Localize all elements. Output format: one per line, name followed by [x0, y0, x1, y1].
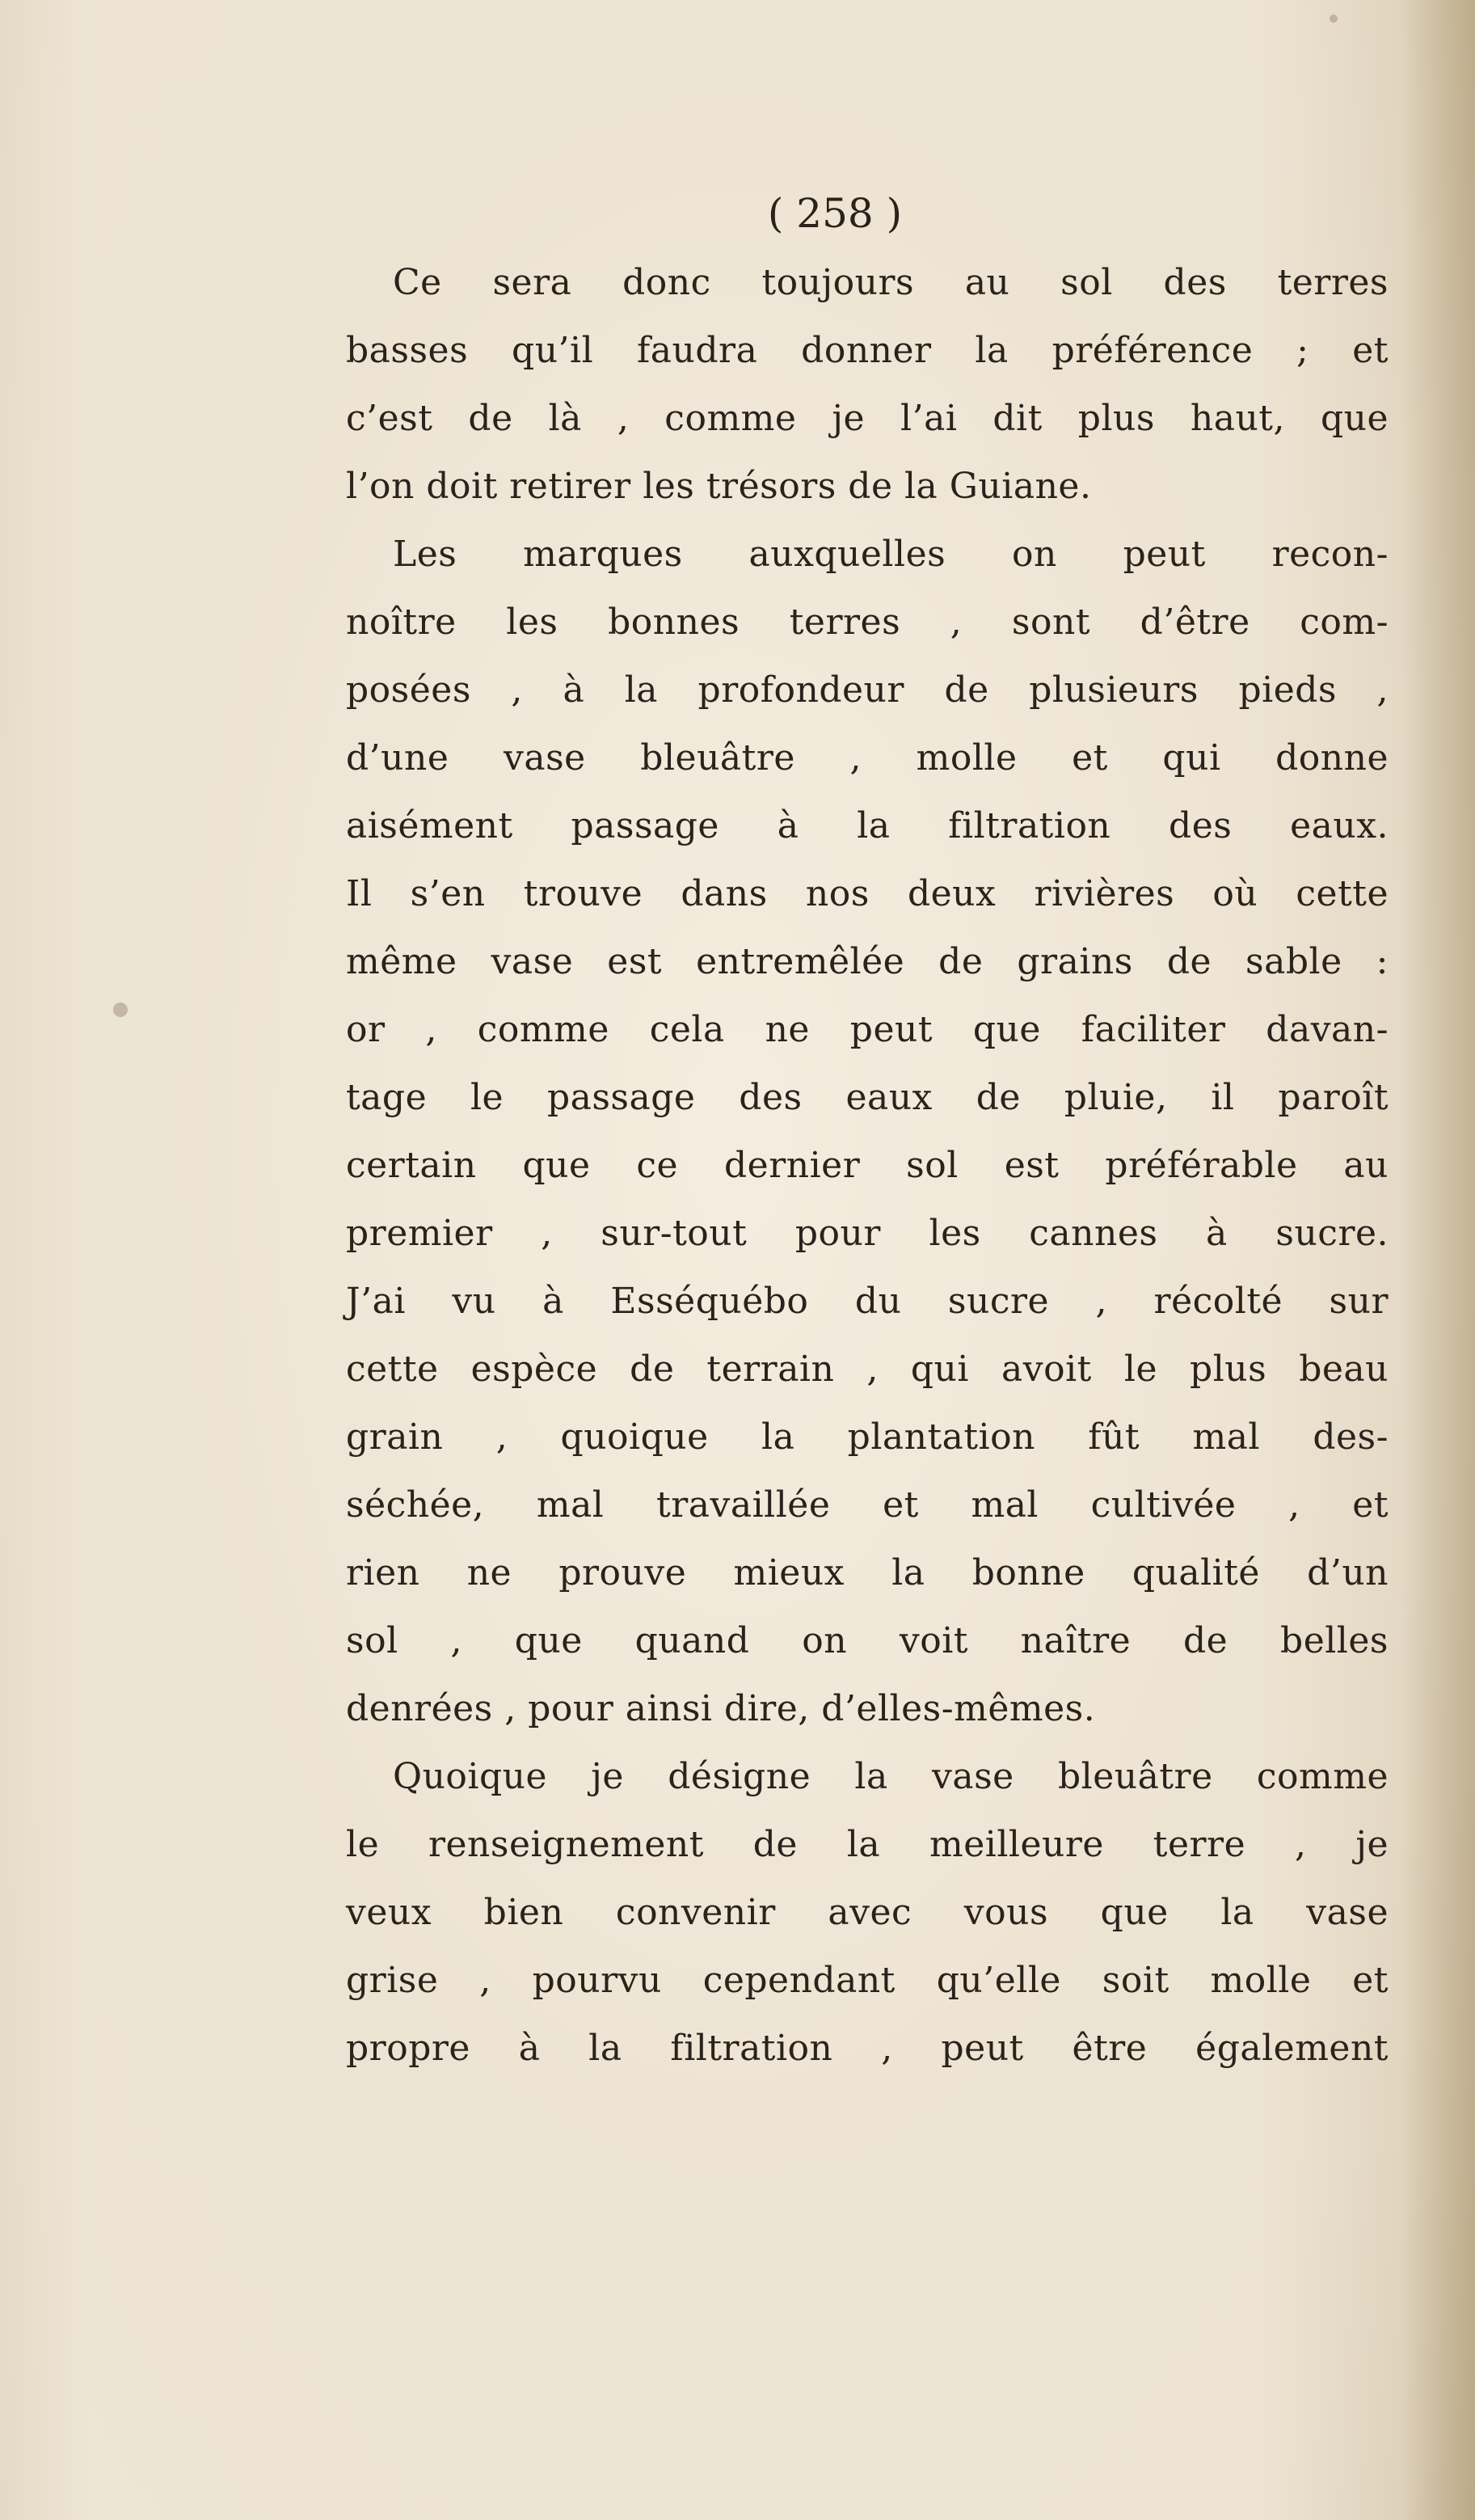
text-line: J’ai vu à Esséquébo du sucre , récolté sur [346, 1281, 1389, 1322]
page-number: ( 258 ) [767, 190, 903, 237]
text-line: or , comme cela ne peut que faciliter davan- [346, 1009, 1389, 1050]
text-line: Quoique je désigne la vase bleuâtre comme [393, 1756, 1389, 1797]
text-line: Les marques auxquelles on peut recon- [393, 534, 1389, 575]
text-line: Ce sera donc toujours au sol des terres [393, 262, 1389, 303]
text-line: c’est de là , comme je l’ai dit plus haut, que [346, 398, 1389, 439]
text-line: aisément passage à la filtration des eaux. [346, 805, 1389, 846]
text-line: basses qu’il faudra donner la préférence ; et [346, 330, 1389, 371]
paragraph [346, 249, 1389, 521]
text-line: d’une vase bleuâtre , molle et qui donne [346, 737, 1389, 779]
paper-stain [113, 1003, 128, 1017]
text-line: propre à la filtration , peut être également [346, 2028, 1389, 2069]
text-line: veux bien convenir avec vous que la vase [346, 1892, 1389, 1933]
text-line: noître les bonnes terres , sont d’être com- [346, 602, 1389, 643]
text-line: posées , à la profondeur de plusieurs pieds , [346, 669, 1389, 711]
text-line: grain , quoique la plantation fût mal des- [346, 1416, 1389, 1458]
text-line: denrées , pour ainsi dire, d’elles-mêmes. [346, 1688, 1096, 1729]
text-line: même vase est entremêlée de grains de sable : [346, 941, 1389, 982]
paper-stain [1330, 15, 1338, 23]
text-line: l’on doit retirer les trésors de la Guiane. [346, 466, 1092, 507]
page-edge-shadow [1402, 0, 1475, 2520]
text-line: grise , pourvu cependant qu’elle soit molle et [346, 1960, 1389, 2001]
text-line: le renseignement de la meilleure terre , je [346, 1824, 1389, 1865]
page-text [346, 186, 1389, 2083]
paragraph [346, 521, 1389, 1743]
text-line: tage le passage des eaux de pluie, il paroît [346, 1077, 1389, 1118]
paragraph [346, 1743, 1389, 2083]
text-line: rien ne prouve mieux la bonne qualité d’un [346, 1552, 1389, 1593]
text-line: Il s’en trouve dans nos deux rivières où cette [346, 873, 1389, 914]
text-line: séchée, mal travaillée et mal cultivée , et [346, 1484, 1389, 1526]
text-line: premier , sur-tout pour les cannes à sucre. [346, 1213, 1389, 1254]
text-line: certain que ce dernier sol est préférable au [346, 1145, 1389, 1186]
text-line: sol , que quand on voit naître de belles [346, 1620, 1389, 1661]
text-line: cette espèce de terrain , qui avoit le plus beau [346, 1349, 1389, 1390]
